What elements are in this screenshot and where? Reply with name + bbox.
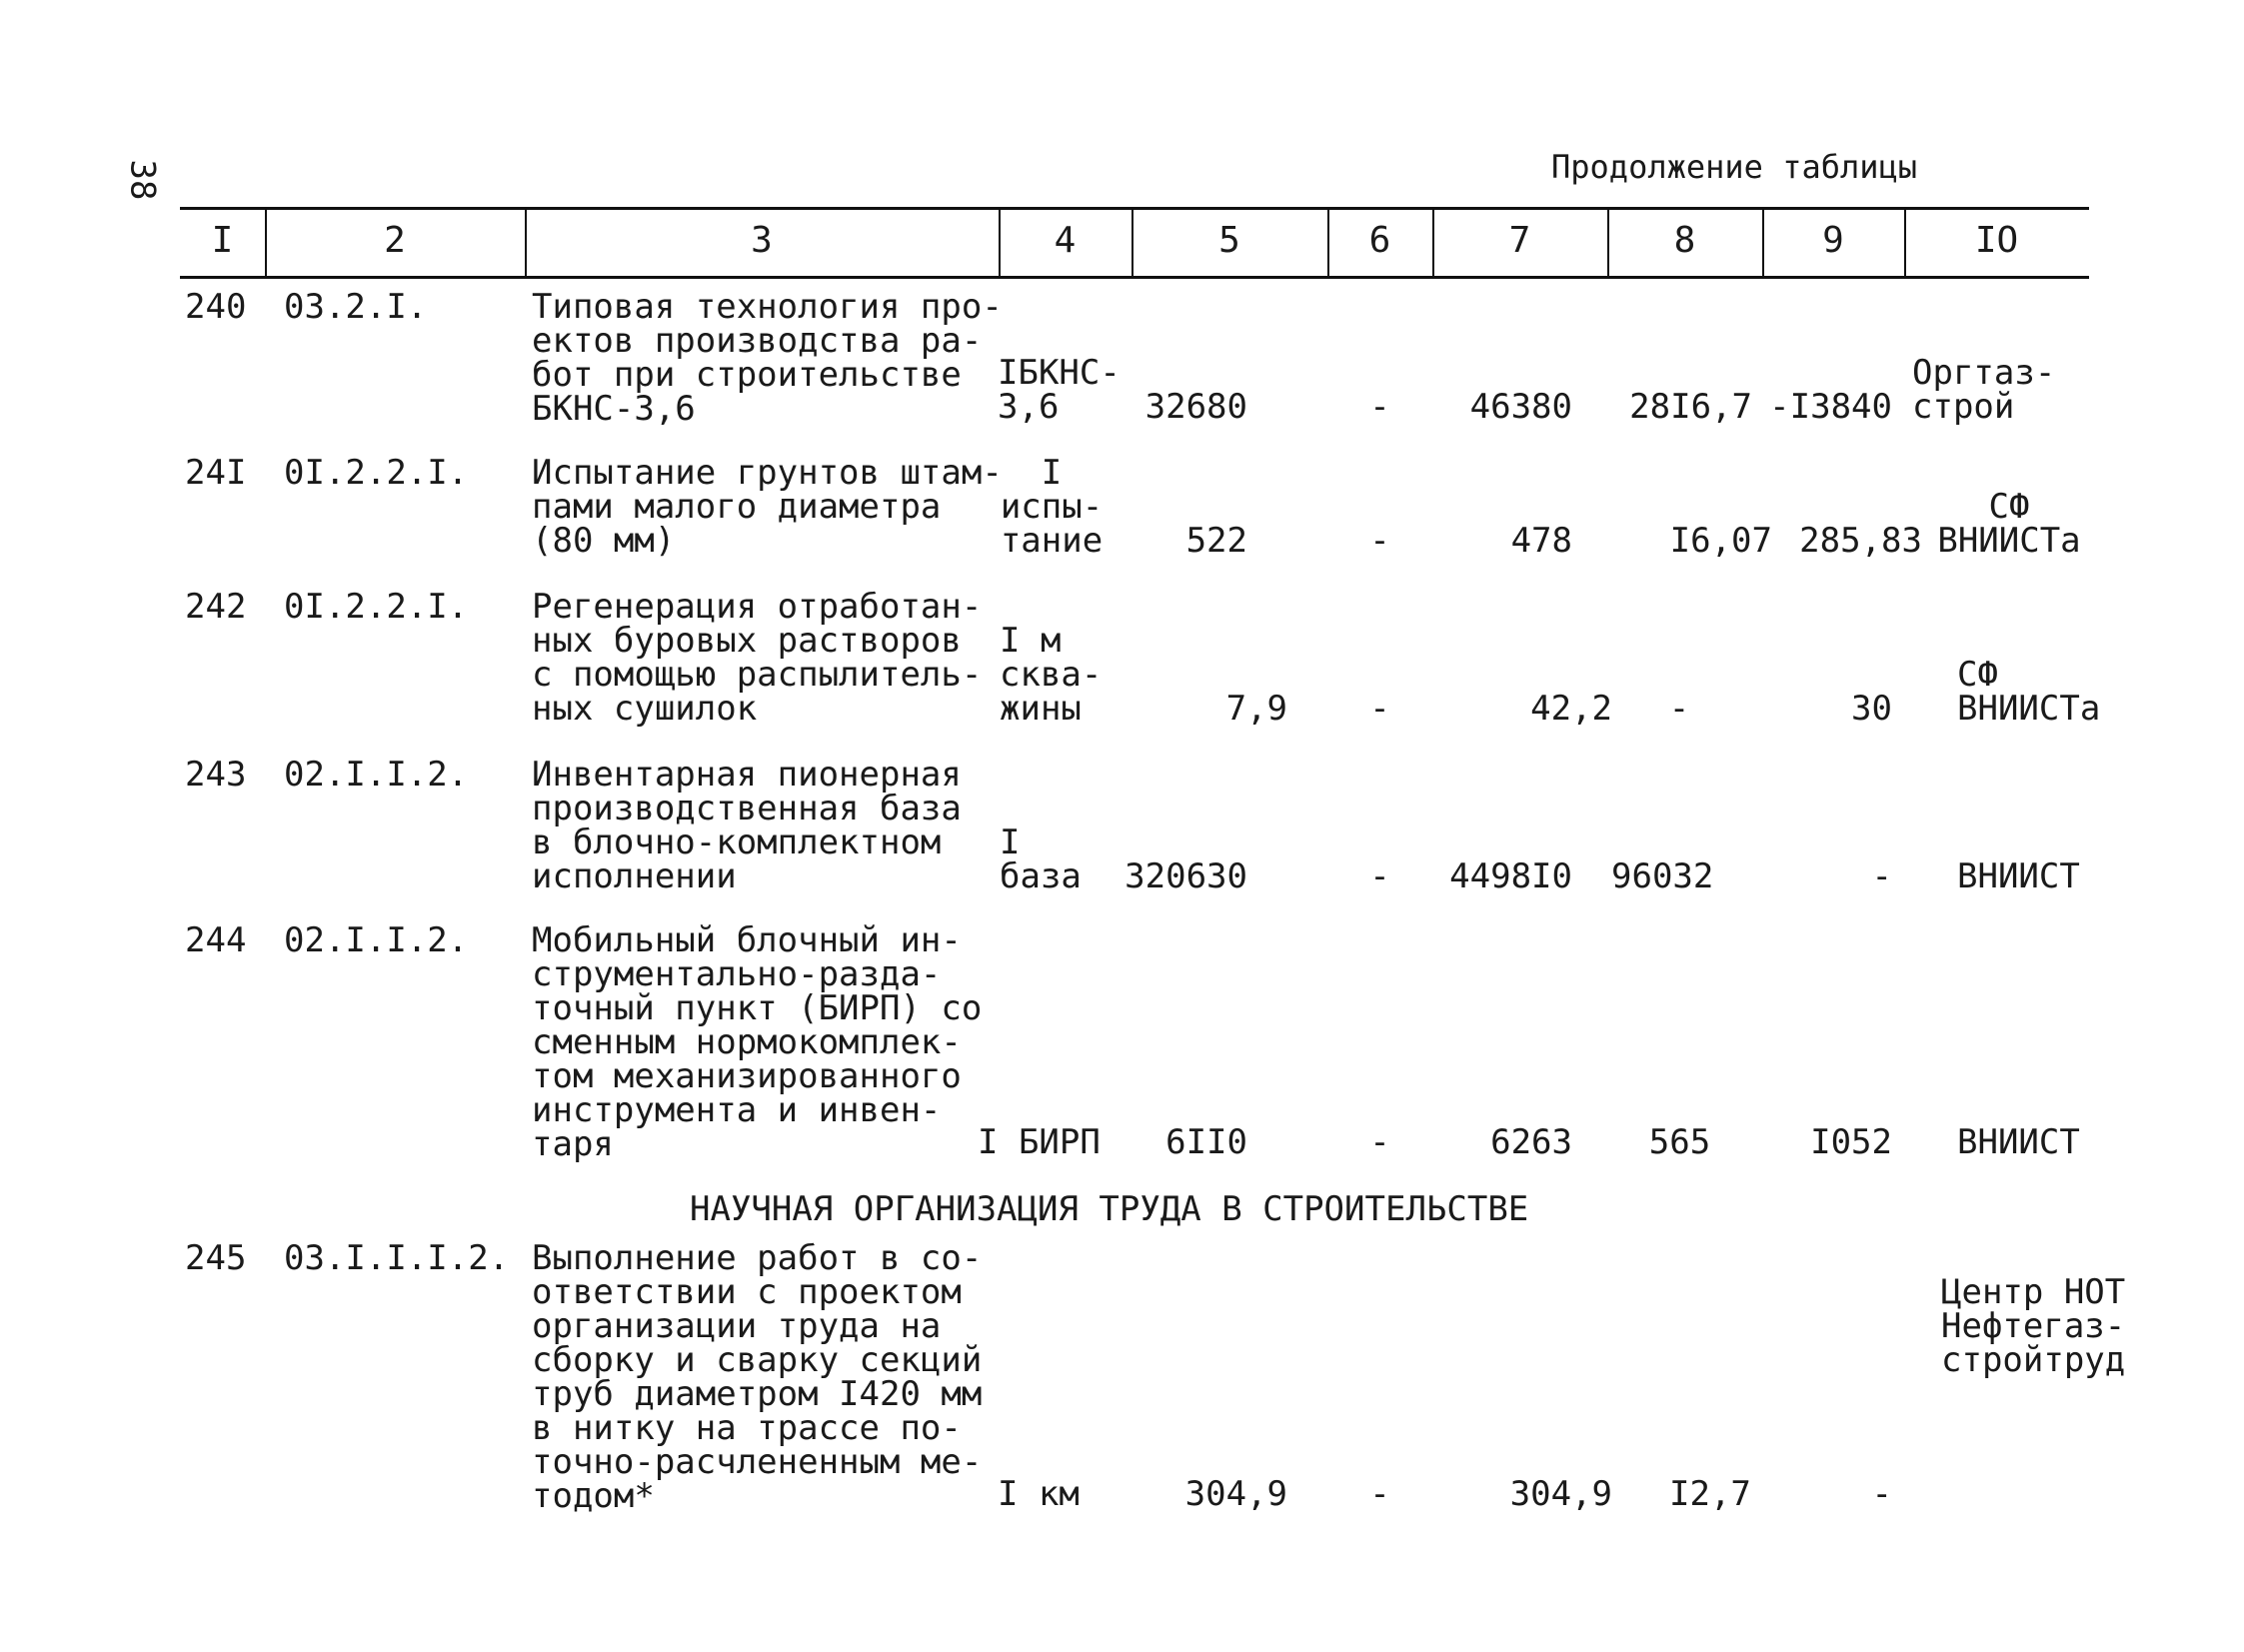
row-col8: I2,7	[1669, 1474, 1751, 1514]
row-col9: -	[1871, 1474, 1892, 1514]
row-code: 02.I.I.2.	[284, 755, 469, 795]
row-col7: 6263	[1490, 1122, 1572, 1162]
row-col10: СФ ВНИИСТа	[1957, 655, 2101, 729]
row-col10: Оргтаз- строй	[1912, 353, 2056, 427]
row-code: 0I.2.2.I.	[284, 587, 469, 627]
row-description: Регенерация отработан- ных буровых растворов с помощью распылитель- ных сушилок	[532, 587, 983, 729]
column-header-1: I	[211, 220, 234, 261]
row-col5: 32680	[1144, 387, 1247, 427]
row-col10: СФ ВНИИСТа	[1937, 487, 2081, 561]
row-col8: 96032	[1611, 856, 1714, 896]
row-col9: -	[1871, 856, 1892, 896]
row-col5: 304,9	[1184, 1474, 1287, 1514]
row-unit: IБКНС- 3,6	[998, 353, 1121, 427]
row-description: Выполнение работ в со- ответствии с проектом организации труда на сборку и сварку секций труб диаметром I420 мм в нитку на трассе по- точно-расчлененным ме- тодом*	[532, 1238, 983, 1516]
row-description: Мобильный блочный ин- струментально-разда- точный пункт (БИРП) со сменным нормокомплек- том механизированного инструмента и инвен- таря	[532, 920, 983, 1164]
row-code: 0I.2.2.I.	[284, 453, 469, 493]
row-unit: I БИРП	[978, 1122, 1101, 1162]
column-header-5: 5	[1218, 220, 1240, 261]
row-col5: 6II0	[1165, 1122, 1247, 1162]
row-number: 242	[185, 587, 247, 627]
row-col10: ВНИИСТ	[1957, 1122, 2080, 1162]
row-col5: 522	[1185, 521, 1247, 561]
row-col8: I6,07	[1669, 521, 1772, 561]
row-unit: I м сква- жины	[1000, 621, 1103, 729]
row-description: Типовая технология про- ектов производства ра- бот при строительстве БКНС-3,6	[532, 287, 1003, 429]
row-col7: 42,2	[1530, 689, 1612, 729]
row-col7: 46380	[1469, 387, 1572, 427]
row-col9: 285,83	[1799, 521, 1922, 561]
row-col6: -	[1369, 689, 1390, 729]
row-number: 243	[185, 755, 247, 795]
row-number: 245	[185, 1238, 247, 1278]
row-unit: I км	[998, 1474, 1080, 1514]
row-col8: -	[1668, 689, 1690, 729]
page-number: 38	[122, 159, 163, 201]
column-header-2: 2	[384, 220, 406, 261]
row-code: 03.I.I.I.2.	[284, 1238, 510, 1278]
row-description: Испытание грунтов штам- пами малого диаметра (80 мм)	[532, 453, 1003, 561]
row-unit: I база	[1000, 823, 1082, 896]
column-header-9: 9	[1822, 220, 1844, 261]
column-header-8: 8	[1673, 220, 1696, 261]
row-number: 244	[185, 920, 247, 960]
row-col7: 304,9	[1509, 1474, 1612, 1514]
row-number: 24I	[185, 453, 247, 493]
row-description: Инвентарная пионерная производственная база в блочно-комплектном исполнении	[532, 755, 962, 896]
row-col7: 478	[1510, 521, 1572, 561]
row-unit: I испы- тание	[1000, 453, 1104, 561]
column-header-7: 7	[1508, 220, 1531, 261]
section-heading: НАУЧНАЯ ОРГАНИЗАЦИЯ ТРУДА В СТРОИТЕЛЬСТВЕ	[690, 1189, 1529, 1229]
row-col9: I052	[1810, 1122, 1892, 1162]
row-col10: ВНИИСТ	[1957, 856, 2080, 896]
row-col7: 4498I0	[1449, 856, 1572, 896]
header-bottom-rule	[180, 276, 2089, 279]
row-col6: -	[1369, 1474, 1390, 1514]
row-number: 240	[185, 287, 247, 327]
row-col9: 30	[1851, 689, 1892, 729]
row-code: 02.I.I.2.	[284, 920, 469, 960]
row-col9: -I3840	[1769, 387, 1892, 427]
row-col6: -	[1369, 856, 1390, 896]
column-header-4: 4	[1054, 220, 1077, 261]
continuation-label: Продолжение таблицы	[1551, 148, 1918, 186]
row-col5: 320630	[1124, 856, 1247, 896]
row-col8: 28I6,7	[1629, 387, 1752, 427]
row-col6: -	[1369, 387, 1390, 427]
column-header-10: IO	[1974, 220, 2019, 261]
row-col6: -	[1369, 521, 1390, 561]
column-header-6: 6	[1368, 220, 1391, 261]
header-top-rule	[180, 207, 2089, 210]
row-col5: 7,9	[1225, 689, 1287, 729]
column-header-3: 3	[751, 220, 773, 261]
row-code: 03.2.I.	[284, 287, 428, 327]
row-col6: -	[1369, 1122, 1390, 1162]
row-col10: Центр НОТ Нефтегаз- стройтруд	[1941, 1272, 2126, 1380]
row-col8: 565	[1648, 1122, 1711, 1162]
